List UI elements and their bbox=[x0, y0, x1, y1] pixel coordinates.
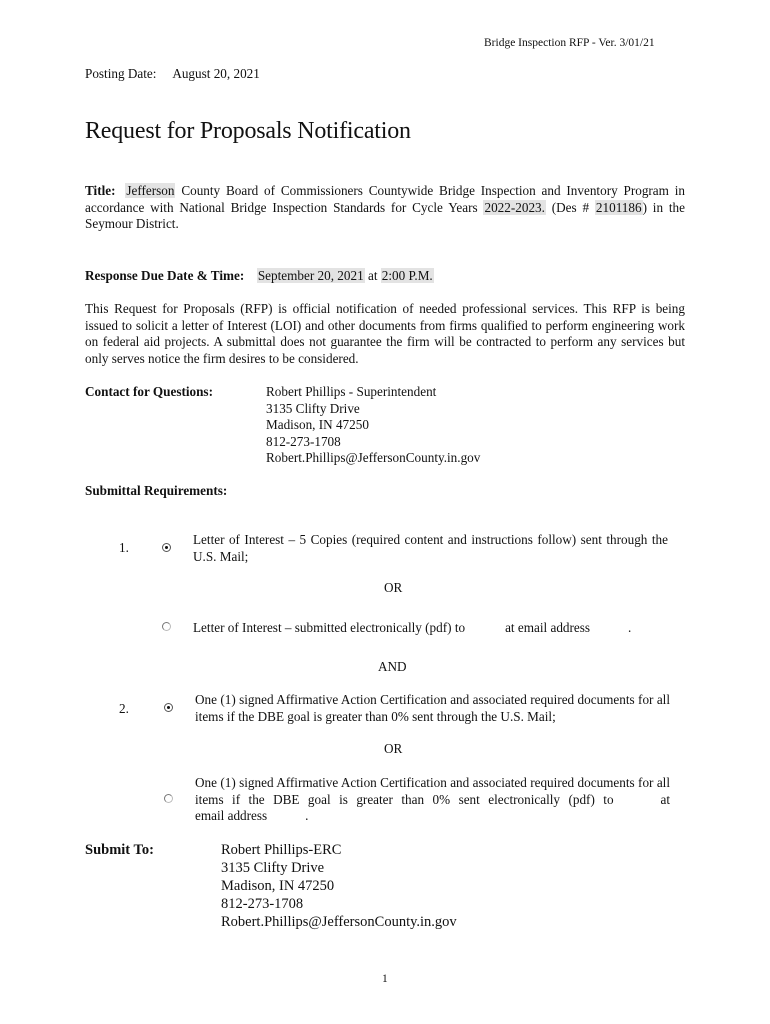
item-1-electronic-text: Letter of Interest – submitted electronically (pdf) to bbox=[193, 620, 466, 635]
page-title: Request for Proposals Notification bbox=[85, 118, 411, 144]
item-1-period: . bbox=[628, 620, 632, 635]
item-2-or: OR bbox=[384, 741, 403, 756]
submittal-requirements-label: Submittal Requirements: bbox=[85, 483, 228, 498]
document-version-header: Bridge Inspection RFP - Ver. 3/01/21 bbox=[484, 37, 655, 49]
item-1-electronic-option bbox=[193, 620, 631, 637]
item-2-electronic-line-2 bbox=[195, 808, 670, 825]
item-1-mail-radio[interactable] bbox=[162, 543, 171, 552]
item-2-email-text: email address bbox=[195, 808, 268, 823]
project-title-text-1: County Board of Commissioners Countywide Bridge Inspection and Inventory Program in accordance with National Bridge Inspection Standards for Cycle Years bbox=[85, 183, 686, 215]
item-2-electronic-radio[interactable] bbox=[164, 794, 173, 803]
contact-phone: 812-273-1708 bbox=[266, 433, 341, 449]
item-2-electronic-option bbox=[195, 775, 670, 825]
item-2-at-text: at bbox=[660, 791, 670, 807]
des-number-field: 2101186 bbox=[595, 199, 642, 215]
submit-to-phone: 812-273-1708 bbox=[221, 896, 304, 912]
posting-date-row bbox=[85, 66, 260, 83]
item-2-mail-option: One (1) signed Affirmative Action Certification and associated required documents for all items if the DBE goal is greater than 0% sent through the U.S. Mail; bbox=[195, 692, 670, 724]
item-2-number: 2. bbox=[119, 701, 129, 716]
cycle-years-field: 2022-2023. bbox=[484, 199, 545, 215]
item-2-mail-radio[interactable] bbox=[164, 703, 173, 712]
submit-to-name: Robert Phillips-ERC bbox=[221, 842, 342, 858]
item-1-electronic-radio[interactable] bbox=[162, 622, 171, 631]
contact-block bbox=[266, 384, 480, 467]
item-2-electronic-text: One (1) signed Affirmative Action Certification and associated required documents for all items if the DBE goal is greater than 0% sent electronically (pdf) to bbox=[195, 775, 670, 807]
project-title-paragraph bbox=[85, 183, 685, 233]
county-field: Jefferson bbox=[126, 183, 175, 198]
contact-label: Contact for Questions: bbox=[85, 384, 213, 399]
response-due-time: 2:00 P.M. bbox=[381, 268, 433, 283]
project-title-text-2: (Des # bbox=[545, 199, 595, 215]
contact-city: Madison, IN 47250 bbox=[266, 417, 369, 432]
project-title-text-3: ) in the Seymour District. bbox=[85, 199, 685, 231]
posting-date-label: Posting Date: bbox=[85, 66, 157, 81]
item-1-or: OR bbox=[384, 580, 403, 595]
item-1-email-text: at email address bbox=[505, 620, 591, 635]
contact-street: 3135 Clifty Drive bbox=[266, 400, 360, 416]
rfp-intro-paragraph: This Request for Proposals (RFP) is official notification of needed professional services. This RFP is being issued to solicit a letter of Interest (LOI) and other documents from firms qualified to perform engineering work on federal aid projects. A submittal does not guarantee the firm will be contracted to perform any services but only serves notice the firm desires to be considered. bbox=[85, 301, 685, 366]
submit-to-city: Madison, IN 47250 bbox=[221, 878, 335, 894]
project-title-label: Title: bbox=[85, 183, 116, 198]
item-2-period: . bbox=[305, 808, 309, 823]
response-due-at: at bbox=[364, 268, 381, 283]
submit-to-street: 3135 Clifty Drive bbox=[221, 860, 325, 876]
item-1-mail-option: Letter of Interest – 5 Copies (required content and instructions follow) sent through the U.S. Mail; bbox=[193, 532, 668, 564]
posting-date-value: August 20, 2021 bbox=[172, 66, 260, 81]
and-separator: AND bbox=[378, 659, 407, 674]
response-due-date: September 20, 2021 bbox=[257, 268, 364, 283]
submit-to-label: Submit To: bbox=[85, 842, 154, 858]
page-number: 1 bbox=[382, 973, 388, 985]
item-1-number: 1. bbox=[119, 540, 129, 555]
submit-to-block bbox=[221, 841, 457, 931]
response-due-row bbox=[85, 268, 434, 285]
contact-name: Robert Phillips - Superintendent bbox=[266, 384, 437, 399]
submit-to-email: Robert.Phillips@JeffersonCounty.in.gov bbox=[221, 914, 457, 930]
contact-email: Robert.Phillips@JeffersonCounty.in.gov bbox=[266, 450, 481, 465]
response-due-label: Response Due Date & Time: bbox=[85, 268, 245, 283]
item-2-electronic-line-1 bbox=[195, 775, 670, 808]
